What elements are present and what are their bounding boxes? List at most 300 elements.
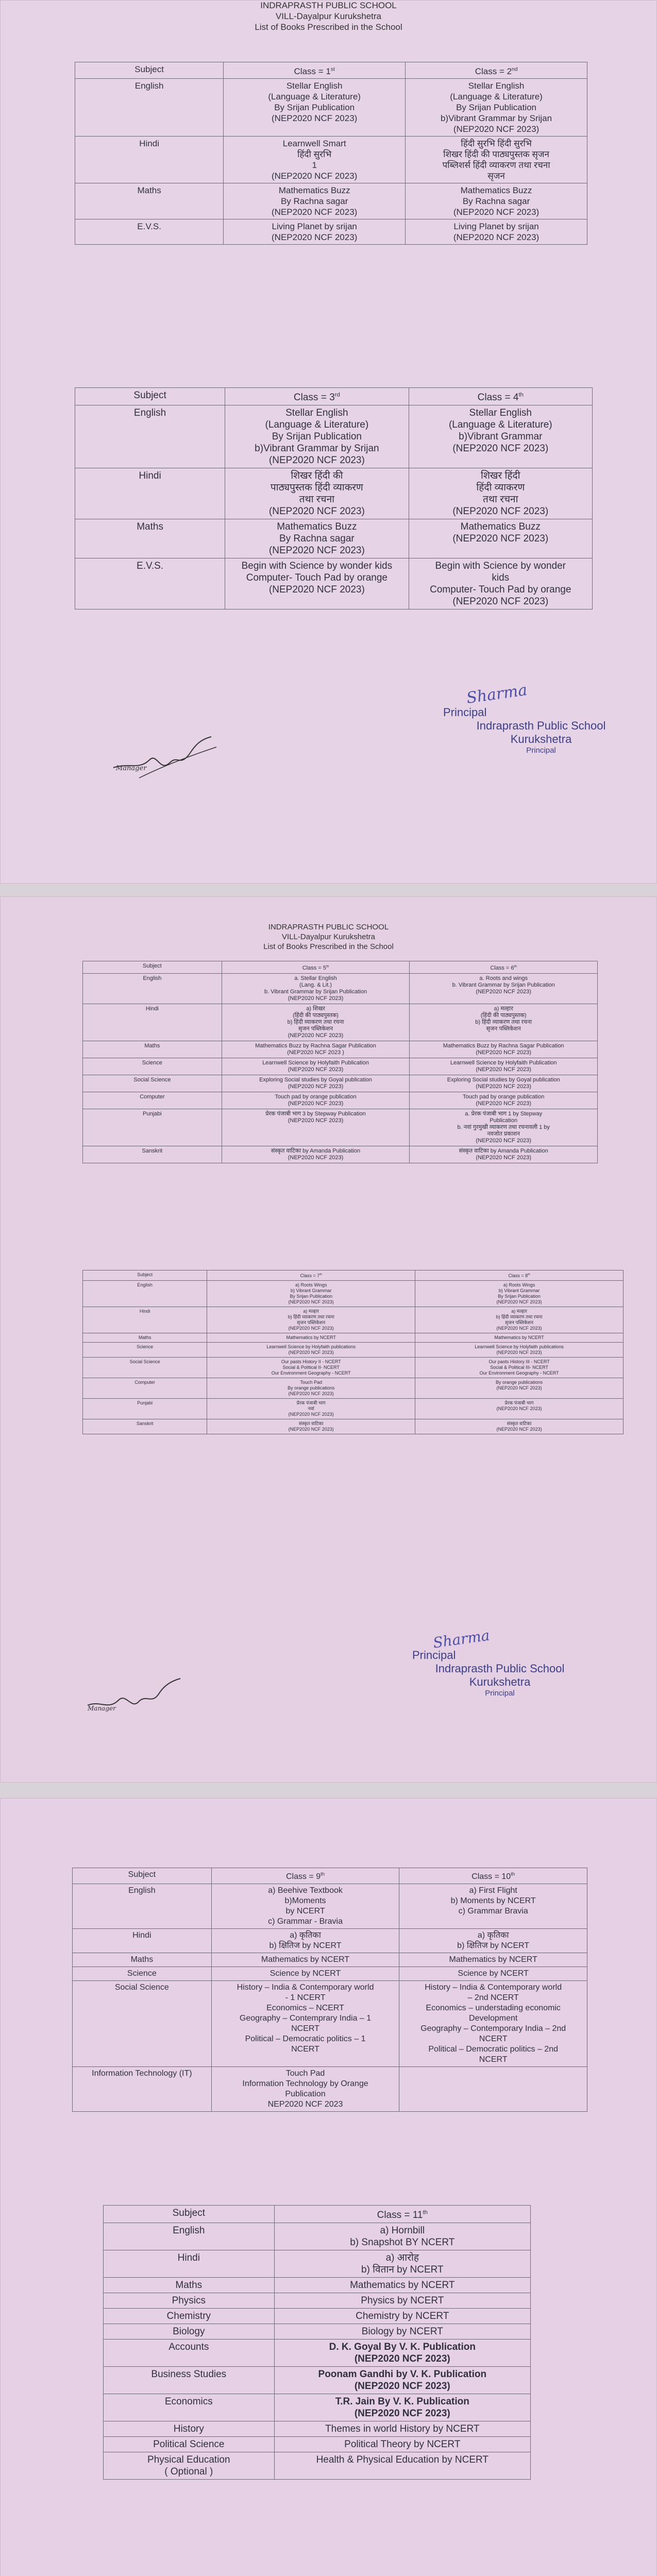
book-line: (Language & Literature) <box>448 419 552 431</box>
book-cell <box>406 183 587 219</box>
book-line: हिंदी सुरभि <box>297 149 332 159</box>
page-2 <box>0 896 657 1783</box>
subject-cell-social-science: Social Science <box>83 1358 207 1378</box>
book-line: (NEP2020 NCF 2023) <box>453 232 540 242</box>
book-cell <box>222 1092 410 1109</box>
book-line: नवां <box>308 1406 314 1411</box>
book-line: Information Technology by Orange <box>242 2079 368 2089</box>
subject-cell-english: English <box>83 1281 207 1307</box>
book-line: Living Planet by srijan <box>272 221 357 231</box>
column-header-class-8th: Class = 8th <box>415 1270 624 1281</box>
book-cell <box>409 558 592 609</box>
book-cell <box>222 1146 410 1163</box>
stamp-title: Principal <box>412 1649 456 1662</box>
column-header-subject: Subject <box>75 62 224 79</box>
book-cell <box>274 2421 530 2437</box>
book-cell <box>410 973 598 1004</box>
book-line: (NEP2020 NCF 2023) <box>288 1066 344 1073</box>
book-line: शिखर हिंदी <box>481 470 520 482</box>
book-line: Exploring Social studies by Goyal publication <box>447 1076 560 1083</box>
book-line: b) हिंदी व्याकरण तथा रचना <box>496 1314 543 1319</box>
book-line: By Srijan Publication <box>456 102 537 112</box>
book-line: पब्लिशर्स हिंदी व्याकरण तथा रचना <box>442 160 550 170</box>
table-row <box>73 1884 587 1929</box>
book-line: a) मल्हार <box>511 1309 527 1314</box>
book-line: By Rachna sagar <box>280 196 348 206</box>
table-row <box>83 1378 624 1399</box>
book-line: (NEP2020 NCF 2023) <box>452 443 549 454</box>
book-line: By Srijan Publication <box>498 1294 541 1299</box>
book-line: Learnwell Science by Holyfaith publications <box>266 1344 356 1349</box>
book-line: History – India & Contemporary world <box>425 1983 562 1992</box>
book-line: प्रेरक पंजाबी भाग <box>296 1400 326 1405</box>
book-line: Living Planet by srijan <box>453 221 539 231</box>
book-line: Learnwell Smart <box>282 138 346 148</box>
book-line: a) Beehive Textbook <box>268 1886 343 1895</box>
subject-cell-hindi: Hindi <box>75 468 225 519</box>
book-cell <box>207 1419 415 1434</box>
book-cell <box>207 1358 415 1378</box>
book-line: (NEP2020 NCF 2023) <box>288 1032 344 1039</box>
book-line: Learnwell Science by Holyfaith Publication <box>262 1059 369 1066</box>
column-header-subject: Subject <box>75 388 225 405</box>
signature-scribble-icon <box>108 732 222 783</box>
table-row <box>73 1981 587 2067</box>
stamp-city: Kurukshetra <box>510 733 572 745</box>
book-line: By Srijan Publication <box>272 431 362 443</box>
book-line: Touch pad by orange publication <box>275 1093 357 1100</box>
book-line: (NEP2020 NCF 2023) <box>272 171 358 181</box>
book-line: a) आरोह <box>385 2252 419 2264</box>
book-line: (NEP2020 NCF 2023) <box>288 1412 334 1417</box>
book-line: Mathematics Buzz by Rachna Sagar Publication <box>443 1042 564 1049</box>
book-cell <box>224 136 406 183</box>
book-line: (हिंदी की पाठ्यपुस्तक) <box>480 1012 527 1019</box>
table-row <box>75 219 587 244</box>
table-row <box>83 1281 624 1307</box>
book-line: Computer- Touch Pad by orange <box>430 584 571 596</box>
book-line: Touch Pad <box>285 2069 325 2078</box>
book-line: (NEP2020 NCF 2023 ) <box>287 1049 344 1056</box>
book-line: NCERT <box>479 2055 508 2064</box>
book-cell <box>224 183 406 219</box>
book-line: (NEP2020 NCF 2023) <box>288 1350 334 1355</box>
book-line: पाठ्यपुस्तक हिंदी व्याकरण <box>270 482 363 494</box>
book-cell <box>415 1378 624 1399</box>
book-line: Social & Political II- NCERT <box>282 1365 340 1370</box>
subject-cell-sanskrit: Sanskrit <box>83 1419 207 1434</box>
book-line: Geography – Contemprary India – 1 <box>239 2014 372 2023</box>
table-row <box>104 2452 531 2480</box>
subject-cell-english: English <box>73 1884 212 1929</box>
book-line: Our pasts History III - NCERT <box>488 1359 550 1364</box>
book-line: संस्कृत वाटिका by Amanda Publication <box>459 1147 548 1154</box>
book-line: (NEP2020 NCF 2023) <box>354 2353 450 2365</box>
book-cell <box>211 1929 399 1953</box>
table-row <box>83 1146 598 1163</box>
stamp-principal: Principal <box>526 746 556 755</box>
table-row <box>83 1109 598 1146</box>
book-cell <box>399 1929 587 1953</box>
table-row <box>83 1358 624 1378</box>
subject-cell-hindi: Hindi <box>73 1929 212 1953</box>
book-line: Mathematics by NCERT <box>286 1335 336 1340</box>
book-line: Biology by NCERT <box>361 2326 443 2337</box>
subject-cell-maths: Maths <box>83 1333 207 1343</box>
book-line: a) Roots Wings <box>295 1282 327 1287</box>
book-cell <box>224 78 406 136</box>
table-row <box>104 2437 531 2452</box>
book-cell <box>415 1281 624 1307</box>
book-line: c) Grammar Bravia <box>458 1907 528 1916</box>
principal-stamp <box>443 706 639 755</box>
table-row <box>104 2340 531 2367</box>
book-cell <box>406 78 587 136</box>
book-line: सृजन <box>487 171 505 181</box>
book-cell <box>207 1333 415 1343</box>
book-line: (NEP2020 NCF 2023) <box>476 1100 531 1107</box>
book-cell <box>222 1109 410 1146</box>
book-cell <box>410 1004 598 1041</box>
book-line: Begin with Science by wonder kids <box>241 561 393 572</box>
book-line: (NEP2020 NCF 2023) <box>288 1427 334 1432</box>
book-line: NEP2020 NCF 2023 <box>267 2100 343 2109</box>
book-line: Stellar English <box>468 80 525 91</box>
book-line: (NEP2020 NCF 2023) <box>496 1326 542 1331</box>
book-line: Begin with Science by wonder <box>435 561 566 572</box>
book-line: b. नवां गुरमुखी व्याकरण तथा रचनावली 1 by <box>457 1124 550 1130</box>
table-row <box>83 1041 598 1058</box>
book-line: Publication <box>285 2090 326 2099</box>
book-line: b)Vibrant Grammar by Srijan <box>255 443 379 454</box>
table-header-row <box>83 961 598 974</box>
table-row <box>83 973 598 1004</box>
book-line: a) Roots Wings <box>503 1282 535 1287</box>
manager-signature <box>108 732 222 786</box>
table-row <box>73 1953 587 1967</box>
book-line: (NEP2020 NCF 2023) <box>496 1299 542 1304</box>
book-line: (Language & Literature) <box>265 419 369 431</box>
table-row <box>104 2421 531 2437</box>
book-line: c) Grammar - Bravia <box>268 1917 343 1926</box>
book-line: (NEP2020 NCF 2023) <box>288 1117 344 1124</box>
table-row <box>75 183 587 219</box>
subject-cell-e-v-s: E.V.S. <box>75 558 225 609</box>
page-1 <box>0 0 657 884</box>
book-cell <box>211 1884 399 1929</box>
subject-cell-sanskrit: Sanskrit <box>83 1146 222 1163</box>
book-cell <box>222 1004 410 1041</box>
book-line: b. Vibrant Grammar by Srijan Publication <box>452 981 555 988</box>
book-line: (NEP2020 NCF 2023) <box>496 1385 542 1391</box>
book-cell <box>410 1075 598 1092</box>
book-line: शिखर हिंदी की <box>291 470 343 482</box>
book-line: Mathematics Buzz <box>460 521 541 533</box>
school-name: INDRAPRASTH PUBLIC SCHOOL <box>260 1 397 10</box>
book-line: शिखर हिंदी की पाठ्यपुस्तक सृजन <box>443 149 549 159</box>
book-line: नवजोत प्रकाशन <box>487 1130 520 1137</box>
book-line: Political – Democratic politics – 1 <box>245 2035 366 2044</box>
book-cell <box>410 1109 598 1146</box>
subject-cell-english: English <box>104 2223 275 2250</box>
column-header-class-10th: Class = 10th <box>399 1868 587 1884</box>
book-line: Touch pad by orange publication <box>462 1093 545 1100</box>
book-line: Poonam Gandhi by V. K. Publication <box>318 2369 487 2380</box>
book-line: (NEP2020 NCF 2023) <box>268 584 365 596</box>
table-row <box>83 1399 624 1419</box>
book-line: (NEP2020 NCF 2023) <box>272 207 358 217</box>
book-line: b)Moments <box>284 1896 326 1906</box>
book-cell <box>409 519 592 558</box>
book-line: a. प्रेरक पंजाबी भाग 1 by Stepway <box>465 1110 543 1117</box>
table-row <box>83 1307 624 1333</box>
book-line: a) शिखर <box>306 1005 325 1012</box>
subject-cell-maths: Maths <box>75 183 224 219</box>
column-header-subject: Subject <box>83 1270 207 1281</box>
book-line: (NEP2020 NCF 2023) <box>452 596 549 607</box>
subject-cell-computer: Computer <box>83 1378 207 1399</box>
principal-stamp <box>412 1649 587 1698</box>
book-line: Our Environment Geography - NCERT <box>479 1370 559 1376</box>
book-cell <box>274 2309 530 2324</box>
svg-text:Manager: Manager <box>116 765 147 772</box>
column-header-class-3rd: Class = 3rd <box>225 388 409 405</box>
book-cell <box>207 1343 415 1358</box>
book-cell <box>207 1307 415 1333</box>
book-line: Economics – understading economic <box>426 2004 561 2013</box>
subject-cell-science: Science <box>83 1343 207 1358</box>
book-line: Political Theory by NCERT <box>344 2439 461 2450</box>
manager-signature <box>82 1674 186 1723</box>
books-table-class-3-4 <box>75 387 593 609</box>
table-row <box>75 405 593 468</box>
book-line: सृजन पब्लिकेशन <box>505 1320 534 1325</box>
book-line: संस्कृत वाटिका <box>298 1421 324 1426</box>
book-line: Learnwell Science by Holyfaith Publication <box>450 1059 557 1066</box>
book-cell <box>225 468 409 519</box>
book-cell <box>415 1343 624 1358</box>
book-line: Mathematics Buzz by Rachna Sagar Publication <box>255 1042 376 1049</box>
book-line: (NEP2020 NCF 2023) <box>268 455 365 466</box>
table-row <box>75 519 593 558</box>
book-line: (हिंदी की पाठ्यपुस्तक) <box>293 1012 339 1019</box>
book-line: b) वितान by NCERT <box>361 2264 444 2276</box>
table-row <box>104 2250 531 2278</box>
book-line: (NEP2020 NCF 2023) <box>496 1350 542 1355</box>
column-header-subject: Subject <box>83 961 222 974</box>
book-cell <box>274 2437 530 2452</box>
book-line: (NEP2020 NCF 2023) <box>476 1154 531 1161</box>
book-line: Learnwell Science by Holyfaith publications <box>475 1344 564 1349</box>
book-cell <box>274 2452 530 2480</box>
book-cell <box>211 1967 399 1981</box>
book-line: a. Roots and wings <box>479 975 528 981</box>
book-line: (NEP2020 NCF 2023) <box>453 124 540 134</box>
subject-cell-political-science: Political Science <box>104 2437 275 2452</box>
book-line: प्रेरक पंजाबी भाग 3 by Stepway Publication <box>265 1110 366 1117</box>
book-line: (NEP2020 NCF 2023) <box>476 988 531 995</box>
book-line: Exploring Social studies by Goyal publication <box>259 1076 372 1083</box>
book-line: (NEP2020 NCF 2023) <box>288 1154 344 1161</box>
book-line: a) First Flight <box>469 1886 517 1895</box>
book-cell <box>399 1981 587 2067</box>
book-line: T.R. Jain By V. K. Publication <box>335 2396 469 2408</box>
table-header-row <box>75 62 587 79</box>
subject-cell-maths: Maths <box>73 1953 212 1967</box>
book-line: By Rachna sagar <box>279 533 355 545</box>
subject-cell-maths: Maths <box>83 1041 222 1058</box>
subject-cell-maths: Maths <box>75 519 225 558</box>
book-cell <box>410 1146 598 1163</box>
book-line: प्रेरक पंजाबी भाग <box>504 1400 534 1405</box>
book-line: संस्कृत वाटिका by Amanda Publication <box>271 1147 361 1154</box>
book-cell <box>415 1419 624 1434</box>
book-cell <box>225 558 409 609</box>
books-table-class-5-6 <box>82 961 598 1163</box>
table-row <box>73 1929 587 1953</box>
book-line: हिंदी व्याकरण <box>476 482 525 494</box>
book-line: Mathematics by NCERT <box>494 1335 544 1340</box>
subject-cell-business-studies: Business Studies <box>104 2367 275 2394</box>
subject-cell-computer: Computer <box>83 1092 222 1109</box>
table-row <box>83 1419 624 1434</box>
book-line: NCERT <box>479 2035 508 2044</box>
book-line: (NEP2020 NCF 2023) <box>288 1391 334 1396</box>
book-line: b) Vibrant Grammar <box>498 1288 540 1293</box>
book-line: Publication <box>490 1117 518 1124</box>
book-line: (NEP2020 NCF 2023) <box>288 1326 334 1331</box>
book-line: (Language & Literature) <box>268 91 361 101</box>
book-line: Our pasts History II - NCERT <box>281 1359 341 1364</box>
book-line: Touch Pad <box>300 1380 322 1385</box>
book-cell <box>211 1953 399 1967</box>
book-line: b)Vibrant Grammar by Srijan <box>441 113 552 123</box>
table-row <box>104 2367 531 2394</box>
book-cell <box>406 136 587 183</box>
book-line: a) कृतिका <box>290 1931 321 1940</box>
book-cell <box>274 2223 530 2250</box>
book-line: (NEP2020 NCF 2023) <box>476 1049 531 1056</box>
book-line: (Lang. & Lit.) <box>299 981 332 988</box>
book-cell <box>222 1041 410 1058</box>
page-header <box>0 0 657 32</box>
book-line: (NEP2020 NCF 2023) <box>288 1299 334 1304</box>
book-cell <box>222 1058 410 1075</box>
table-header-row <box>104 2206 531 2223</box>
book-line: By Srijan Publication <box>274 102 355 112</box>
book-line: Economics – NCERT <box>266 2004 344 2013</box>
table-row <box>104 2223 531 2250</box>
page-header <box>0 922 657 952</box>
book-line: (NEP2020 NCF 2023) <box>272 113 358 123</box>
book-cell <box>224 219 406 244</box>
book-line: Geography – Contemporary India – 2nd <box>420 2024 566 2033</box>
book-line: (NEP2020 NCF 2023) <box>288 1100 344 1107</box>
book-cell <box>415 1358 624 1378</box>
stamp-school: Indraprasth Public School <box>476 719 606 732</box>
book-line: (NEP2020 NCF 2023) <box>288 995 344 1002</box>
book-cell <box>409 405 592 468</box>
column-header-class-6th: Class = 6th <box>410 961 598 974</box>
book-line: Stellar English <box>285 408 348 419</box>
book-line: b. Vibrant Grammar by Srijan Publication <box>264 988 367 995</box>
book-line: a. Stellar English <box>294 975 337 981</box>
table-row <box>75 558 593 609</box>
book-line: b) क्षितिज by NCERT <box>269 1941 342 1951</box>
book-cell <box>225 405 409 468</box>
book-cell <box>415 1307 624 1333</box>
book-line: (NEP2020 NCF 2023) <box>476 1066 531 1073</box>
book-line: हिंदी सुरभि हिंदी सुरभि <box>461 138 532 148</box>
column-header-subject: Subject <box>73 1868 212 1884</box>
table-row <box>73 1967 587 1981</box>
table-row <box>83 1092 598 1109</box>
table-row <box>104 2278 531 2293</box>
book-line: तथा रचना <box>483 494 518 505</box>
book-line: Social & Political III- NCERT <box>490 1365 548 1370</box>
book-line: (NEP2020 NCF 2023) <box>288 1083 344 1090</box>
book-line: NCERT <box>291 2045 319 2054</box>
column-header-subject: Subject <box>104 2206 275 2223</box>
table-row <box>75 468 593 519</box>
book-line: Physics by NCERT <box>361 2295 444 2307</box>
book-line: Mathematics Buzz <box>277 521 357 533</box>
book-line: Development <box>469 2014 518 2023</box>
column-header-class-5th: Class = 5th <box>222 961 410 974</box>
book-cell <box>222 1075 410 1092</box>
table-row <box>83 1058 598 1075</box>
book-line: By orange publications <box>288 1385 335 1391</box>
table-row <box>73 2067 587 2112</box>
book-line: Mathematics by NCERT <box>350 2280 455 2291</box>
book-line: Political – Democratic politics – 2nd <box>428 2045 558 2054</box>
book-line: (NEP2020 NCF 2023) <box>452 533 549 545</box>
subject-cell-e-v-s: E.V.S. <box>75 219 224 244</box>
book-line: b) हिंदी व्याकरण तथा रचना <box>288 1314 334 1319</box>
table-row <box>83 1333 624 1343</box>
column-header-class-7th: Class = 7th <box>207 1270 415 1281</box>
subject-cell-chemistry: Chemistry <box>104 2309 275 2324</box>
subject-cell-physical-education: Physical Education ( Optional ) <box>104 2452 275 2480</box>
table-row <box>104 2293 531 2309</box>
book-line: Science by NCERT <box>269 1969 341 1978</box>
subject-cell-english: English <box>83 973 222 1004</box>
book-line: सृजन पब्लिकेशन <box>298 1025 333 1032</box>
table-header-row <box>83 1270 624 1281</box>
book-line: Mathematics by NCERT <box>449 1955 537 1964</box>
book-line: NCERT <box>291 2024 319 2033</box>
subject-cell-hindi: Hindi <box>104 2250 275 2278</box>
table-header-row <box>75 388 593 405</box>
books-table-class-11 <box>103 2205 531 2480</box>
book-cell <box>415 1399 624 1419</box>
book-line: (NEP2020 NCF 2023) <box>476 1083 531 1090</box>
book-cell <box>274 2278 530 2293</box>
subject-cell-physics: Physics <box>104 2293 275 2309</box>
book-line: Health & Physical Education by NCERT <box>316 2454 488 2466</box>
book-cell <box>399 1884 587 1929</box>
stamp-school: Indraprasth Public School <box>435 1662 565 1675</box>
book-line: History – India & Contemporary world <box>237 1983 374 1992</box>
book-cell <box>222 973 410 1004</box>
book-line: 1 <box>312 160 317 170</box>
book-line: By orange publications <box>496 1380 543 1385</box>
table-row <box>104 2324 531 2340</box>
column-header-class-1st: Class = 1st <box>224 62 406 79</box>
subject-cell-english: English <box>75 78 224 136</box>
subject-cell-punjabi: Punjabi <box>83 1109 222 1146</box>
books-table-class-1-2 <box>75 62 587 245</box>
